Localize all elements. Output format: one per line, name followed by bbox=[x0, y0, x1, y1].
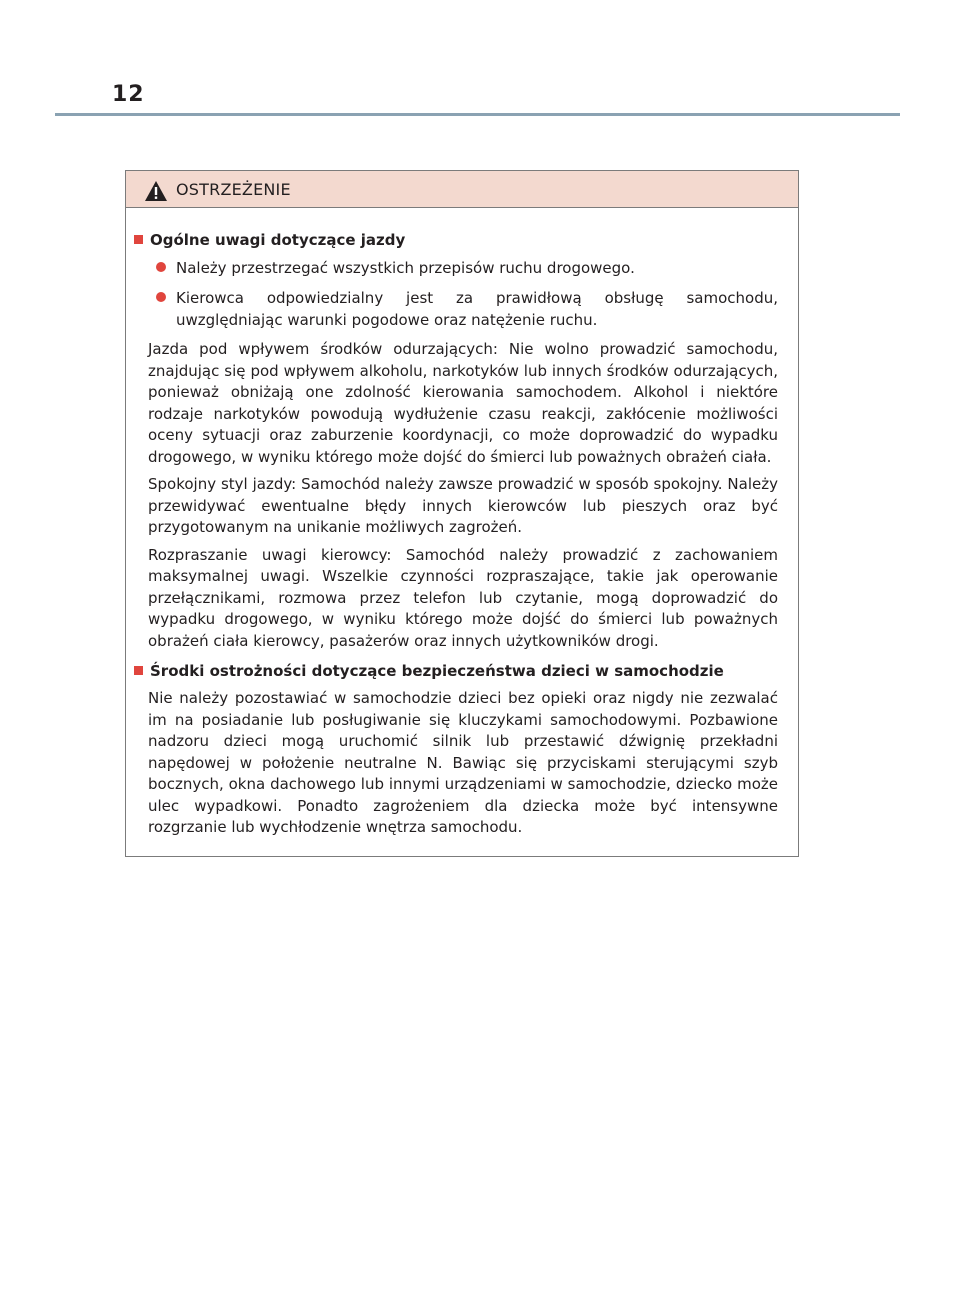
paragraph-intoxication: Jazda pod wpływem środków odurzających: Nie wolno prowadzić samochodu, znajdując się pod wpływem alkoholu, narkotyków lub innych środków odurzających, ponieważ obniżają one zdolność kierowania samochodem. Alkohol i niektóre rodzaje narkotyków powodują wydłużenie czasu reakcji, zakłócenie możliwości oceny sytuacji oraz zaburzenie koordynacji, co może doprowadzić do wypadku drogowego, w wyniku którego może dojść do śmierci lub poważnych obrażeń ciała. bbox=[148, 340, 778, 466]
round-bullet-icon bbox=[156, 292, 166, 302]
paragraph-child-safety: Nie należy pozostawiać w samochodzie dzieci bez opieki oraz nigdy nie zezwalać im na posiadanie lub posługiwanie się kluczykami samochodowymi. Pozbawione nadzoru dzieci mogą uruchomić silnik lub przestawić dźwignię przekładni napędowej w położenie neutralne N. Bawiąc się przyciskami sterującymi szyb bocznych, okna dachowego lub innymi urządzeniami w samochodzie, dziecko może ulec wypadkowi. Ponadto zagrożeniem dla dziecka może być intensywne rozgrzanie lub wychłodzenie wnętrza samochodu. bbox=[148, 689, 778, 836]
paragraph-distraction: Rozpraszanie uwagi kierowcy: Samochód należy prowadzić z zachowaniem maksymalnej uwagi. Wszelkie czynności rozpraszające, takie jak operowanie przełącznikami, rozmowa przez telefon lub czytanie, mogą doprowadzić do wypadku drogowego, w wyniku którego może dojść do śmierci lub poważnych obrażeń ciała kierowcy, pasażerów oraz innych użytkowników drogi. bbox=[148, 545, 778, 650]
header-rule bbox=[55, 113, 900, 116]
page-number: 12 bbox=[112, 82, 145, 107]
warning-triangle-icon bbox=[144, 180, 168, 202]
square-bullet-icon bbox=[134, 666, 143, 675]
section-heading-text: Środki ostrożności dotyczące bezpieczeństwa dzieci w samochodzie bbox=[150, 662, 724, 680]
list-item bbox=[134, 287, 778, 331]
warning-box bbox=[125, 170, 799, 857]
section-heading-text: Ogólne uwagi dotyczące jazdy bbox=[150, 231, 406, 249]
list-item-text: Kierowca odpowiedzialny jest za prawidłową obsługę samochodu, uwzględniając warunki pogodowe oraz natężenie ruchu. bbox=[176, 289, 778, 329]
round-bullet-icon bbox=[156, 262, 166, 272]
section-heading-general-driving bbox=[134, 229, 778, 251]
list-item bbox=[134, 257, 778, 279]
warning-header bbox=[126, 171, 798, 208]
list-item-text: Należy przestrzegać wszystkich przepisów ruchu drogowego. bbox=[176, 259, 635, 277]
warning-body bbox=[126, 208, 798, 839]
section-heading-child-safety bbox=[134, 660, 778, 682]
warning-title: OSTRZEŻENIE bbox=[176, 179, 291, 199]
paragraph-calm-driving: Spokojny styl jazdy: Samochód należy zawsze prowadzić w sposób spokojny. Należy przewidywać ewentualne błędy innych kierowców lub pieszych oraz być przygotowanym na unikanie możliwych zagrożeń. bbox=[148, 475, 778, 536]
square-bullet-icon bbox=[134, 235, 143, 244]
